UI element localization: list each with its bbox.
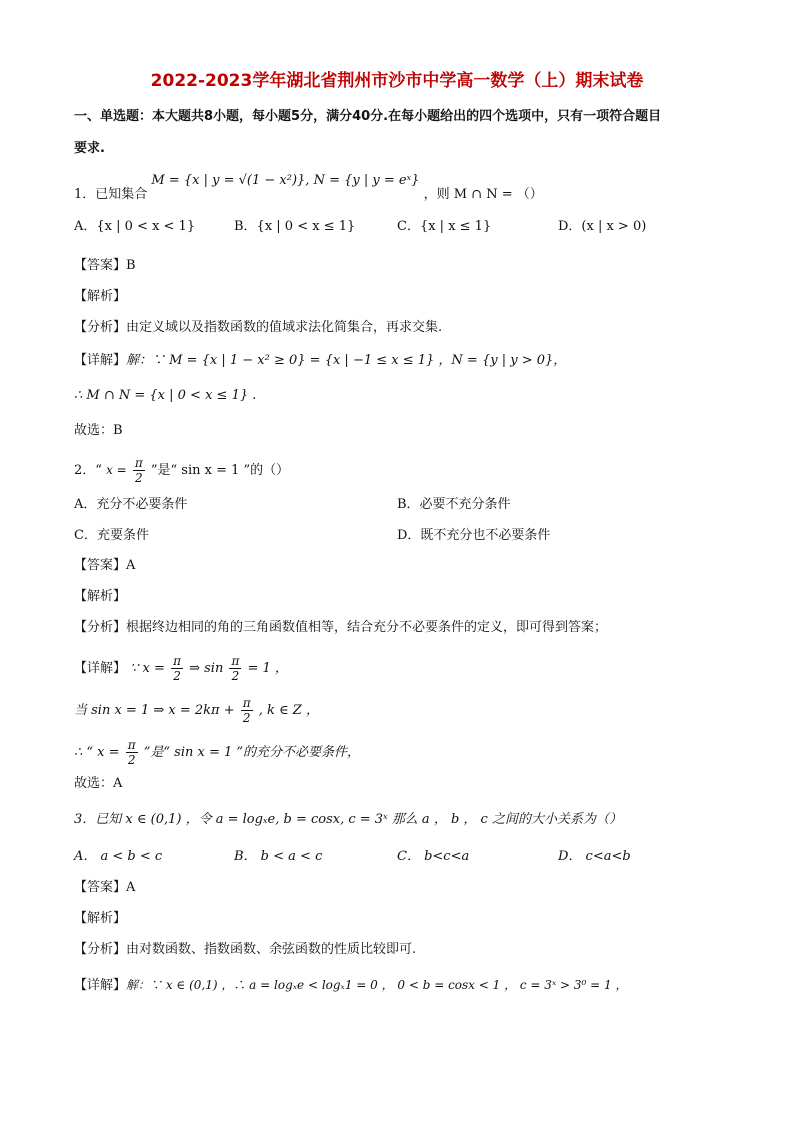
answer-label: 【答案】 xyxy=(74,258,127,273)
fenxi-text: 由对数函数、指数函数、余弦函数的性质比较即可. xyxy=(126,942,417,957)
q3-answer xyxy=(74,879,135,897)
detail-text: 解：∵ M = {x | 1 − x² ≥ 0} = {x | −1 ≤ x ≤ 1} ，N = {y | y > 0}， xyxy=(126,353,567,368)
detail-text: 解：∵ x ∈ (0,1) ，∴ a = logₓe < logₓ1 = 0 ， 0 < b = cosx < 1 ， c = 3ˣ > 3⁰ = 1 ， xyxy=(126,978,628,992)
answer-value: B xyxy=(126,258,136,273)
fraction-numerator: π xyxy=(242,696,251,710)
fenxi-text: 由定义域以及指数函数的值域求法化简集合，再求交集. xyxy=(126,320,443,335)
answer-value: A xyxy=(126,880,136,895)
q3-option-d: D． c<a<b xyxy=(558,849,631,864)
fenxi-label: 【分析】 xyxy=(74,320,127,335)
fraction-denominator: 2 xyxy=(134,471,143,485)
q2-detail-1 xyxy=(74,654,288,683)
pi-over-2-fraction xyxy=(241,696,253,725)
q1-option-b: B．{x | 0 < x ≤ 1} xyxy=(234,219,356,234)
q2-stem xyxy=(74,456,289,485)
q2-stem-close: ”是“ sin x = 1 ”的（） xyxy=(150,463,290,478)
q1-stem-suffix: ，则 M ∩ N = （） xyxy=(423,187,543,202)
q3-detail xyxy=(74,976,627,995)
fraction-numerator: π xyxy=(173,654,181,668)
xiangjie-label: 【详解】 xyxy=(74,661,127,676)
answer-value: A xyxy=(126,558,136,573)
fraction-denominator: 2 xyxy=(242,711,251,725)
q2-stem-open: 2．“ xyxy=(74,463,102,478)
q1-stem xyxy=(74,173,543,204)
q3-fenxi xyxy=(74,941,416,959)
detail-text: ∵ x = xyxy=(130,661,165,676)
q3-option-b: B． b < a < c xyxy=(234,849,323,864)
page-title: 2022-2023学年湖北省荆州市沙市中学高一数学（上）期末试卷 xyxy=(150,71,644,91)
q1-set-expr: M = {x | y = √(1 − x²)}, N = {y | y = eˣ} xyxy=(151,173,420,188)
detail-text: = 1 ， xyxy=(247,661,288,676)
detail-text: ”是“ sin x = 1 ”的充分不必要条件， xyxy=(143,745,361,760)
q3-stem: 3．已知 x ∈ (0,1) ，令 a = logₓe, b = cosx, c = 3ˣ 那么 a ， b ， c 之间的大小关系为（） xyxy=(74,812,622,827)
detail-text: ∴ “ x = xyxy=(74,745,120,760)
section-heading-cont: 要求. xyxy=(74,141,105,156)
xiangjie-label: 【详解】 xyxy=(74,978,127,993)
fraction-denominator: 2 xyxy=(127,753,136,767)
q2-stem-x: x = xyxy=(106,463,127,477)
q1-jiexi: 【解析】 xyxy=(74,289,127,304)
detail-text: , k ∈ Z ， xyxy=(258,703,319,718)
q2-jiexi: 【解析】 xyxy=(74,589,127,604)
fraction-denominator: 2 xyxy=(173,669,181,683)
q3-option-c: C． b<c<a xyxy=(397,849,470,864)
pi-over-2-fraction xyxy=(229,654,241,683)
q3-option-a: A． a < b < c xyxy=(74,849,163,864)
q1-option-c: C．{x | x ≤ 1} xyxy=(397,219,492,234)
answer-label: 【答案】 xyxy=(74,880,127,895)
fenxi-text: 根据终边相同的角的三角函数值相等，结合充分不必要条件的定义，即可得到答案； xyxy=(126,620,608,635)
fenxi-label: 【分析】 xyxy=(74,942,127,957)
q2-fenxi xyxy=(74,619,607,637)
q2-answer xyxy=(74,557,135,575)
q1-detail-1 xyxy=(74,352,566,370)
fraction-numerator: π xyxy=(127,738,136,752)
fenxi-label: 【分析】 xyxy=(74,620,127,635)
pi-over-2-fraction xyxy=(171,654,183,683)
pi-over-2-fraction xyxy=(133,456,145,485)
detail-text: 当 sin x = 1 ⇒ x = 2kπ + xyxy=(74,703,235,718)
fraction-numerator: π xyxy=(231,654,240,668)
answer-label: 【答案】 xyxy=(74,558,127,573)
q1-conclusion: 故选：B xyxy=(74,423,123,438)
q2-option-a: A．充分不必要条件 xyxy=(74,497,188,512)
q1-option-d: D．(x | x > 0) xyxy=(558,219,647,234)
section-heading: 一、单选题：本大题共8小题，每小题5分，满分40分.在每小题给出的四个选项中，只有一项符合题目 xyxy=(74,109,662,124)
q1-detail-2: ∴ M ∩ N = {x | 0 < x ≤ 1} . xyxy=(74,388,257,403)
q2-option-d: D．既不充分也不必要条件 xyxy=(397,528,551,543)
q1-stem-prefix: 1．已知集合 xyxy=(74,187,148,202)
q1-option-a: A．{x | 0 < x < 1} xyxy=(74,219,196,234)
q2-detail-3 xyxy=(74,738,360,767)
fraction-denominator: 2 xyxy=(231,669,240,683)
xiangjie-label: 【详解】 xyxy=(74,353,127,368)
detail-text: ⇒ sin xyxy=(189,661,224,676)
q1-fenxi xyxy=(74,319,442,337)
q2-option-b: B．必要不充分条件 xyxy=(397,497,511,512)
q2-detail-2 xyxy=(74,696,319,725)
q3-jiexi: 【解析】 xyxy=(74,911,127,926)
fraction-numerator: π xyxy=(134,456,143,470)
pi-over-2-fraction xyxy=(126,738,138,767)
q2-option-c: C．充要条件 xyxy=(74,528,149,543)
q2-conclusion: 故选：A xyxy=(74,776,123,791)
q1-answer xyxy=(74,257,136,275)
